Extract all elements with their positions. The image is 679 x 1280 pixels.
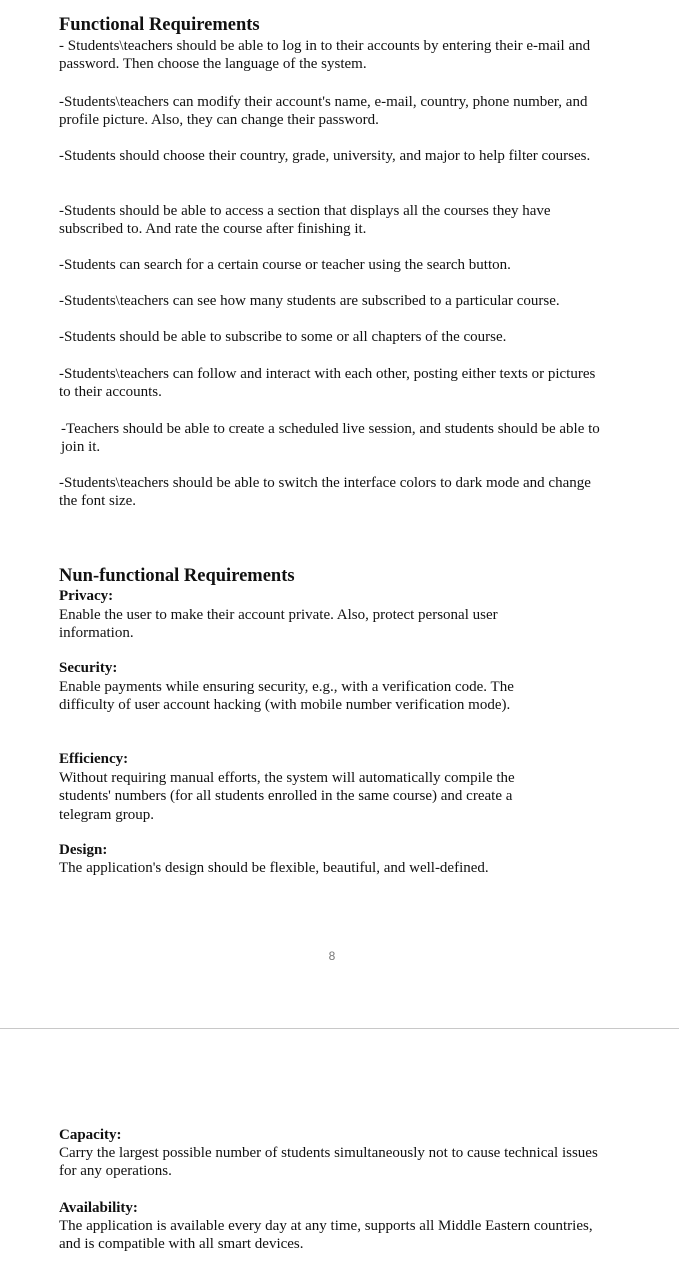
- functional-item-dark-mode: -Students\teachers should be able to switch the interface colors to dark mode and change the font size.: [59, 475, 591, 510]
- privacy-body: Enable the user to make their account private. Also, protect personal user information.: [59, 607, 498, 642]
- functional-item-live-session: -Teachers should be able to create a scheduled live session, and students should be able to join it.: [61, 421, 600, 456]
- functional-item-subscriber-count: -Students\teachers can see how many students are subscribed to a particular course.: [59, 293, 560, 309]
- functional-item-subscribe-chapters: -Students should be able to subscribe to some or all chapters of the course.: [59, 329, 507, 345]
- efficiency-body: Without requiring manual efforts, the system will automatically compile the students' numbers (for all students enrolled in the same course) and create a telegram group.: [59, 770, 515, 823]
- page-divider: [0, 1028, 679, 1029]
- privacy-title: Privacy:: [59, 588, 114, 604]
- capacity-title: Capacity:: [59, 1127, 122, 1143]
- availability-title: Availability:: [59, 1200, 138, 1216]
- design-body: The application's design should be flexible, beautiful, and well-defined.: [59, 860, 489, 876]
- design-title: Design:: [59, 842, 108, 858]
- page-number: 8: [328, 949, 336, 963]
- functional-requirements-heading: Functional Requirements: [59, 15, 260, 35]
- capacity-body: Carry the largest possible number of students simultaneously not to cause technical issues for any operations.: [59, 1145, 598, 1180]
- functional-item-subscribed-courses: -Students should be able to access a section that displays all the courses they have subscribed to. And rate the course after finishing it.: [59, 203, 551, 238]
- document-page-9: [0, 1030, 679, 1280]
- functional-item-follow-interact: -Students\teachers can follow and interact with each other, posting either texts or pictures to their accounts.: [59, 366, 596, 401]
- functional-item-modify-account: -Students\teachers can modify their account's name, e-mail, country, phone number, and profile picture. Also, they can change their password.: [59, 94, 588, 129]
- security-body: Enable payments while ensuring security, e.g., with a verification code. The difficulty of user account hacking (with mobile number verification mode).: [59, 679, 514, 714]
- functional-item-filter-courses: -Students should choose their country, grade, university, and major to help filter courses.: [59, 148, 591, 164]
- security-title: Security:: [59, 660, 118, 676]
- nonfunctional-requirements-heading: Nun-functional Requirements: [59, 566, 295, 586]
- functional-item-search: -Students can search for a certain course or teacher using the search button.: [59, 257, 511, 273]
- efficiency-title: Efficiency:: [59, 751, 129, 767]
- functional-item-login: - Students\teachers should be able to log in to their accounts by entering their e-mail and password. Then choose the language of the system.: [59, 38, 591, 73]
- availability-body: The application is available every day at any time, supports all Middle Eastern countries, and is compatible with all smart devices.: [59, 1218, 593, 1253]
